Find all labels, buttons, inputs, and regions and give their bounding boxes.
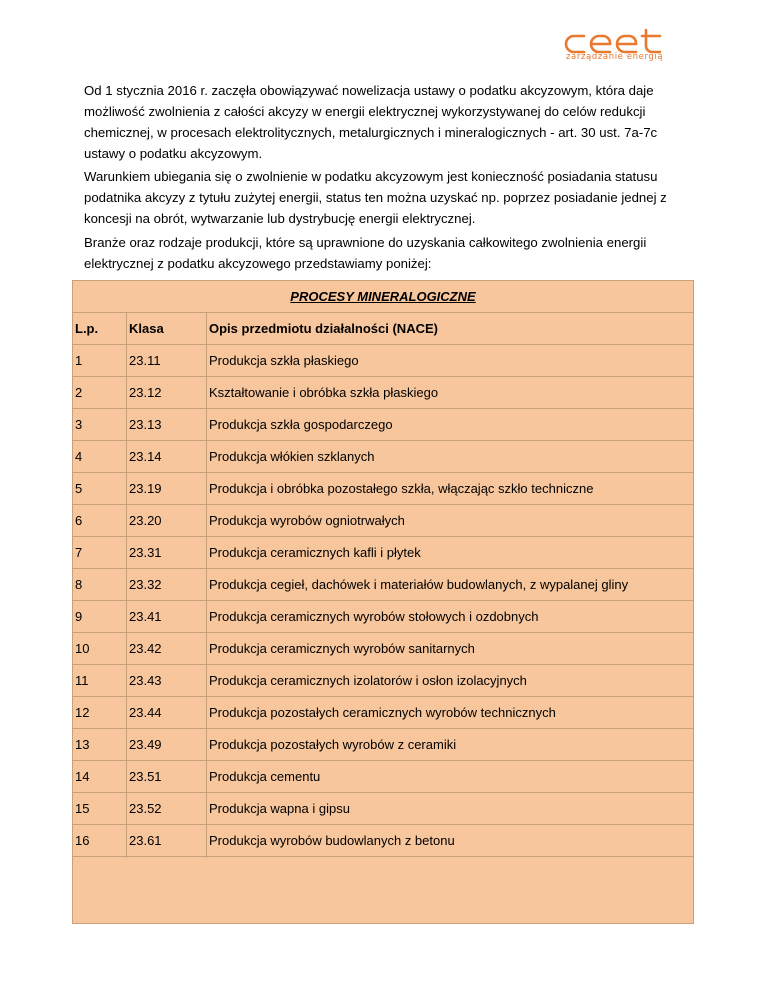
row-klasa: 23.52 bbox=[127, 793, 207, 825]
row-lp: 11 bbox=[73, 665, 127, 697]
row-opis: Produkcja wyrobów ogniotrwałych bbox=[207, 505, 694, 537]
row-lp: 3 bbox=[73, 409, 127, 441]
table-row bbox=[73, 697, 694, 729]
row-klasa: 23.44 bbox=[127, 697, 207, 729]
table-row bbox=[73, 345, 694, 377]
header-klasa: Klasa bbox=[127, 313, 207, 345]
row-lp: 8 bbox=[73, 569, 127, 601]
table-row bbox=[73, 409, 694, 441]
row-lp: 12 bbox=[73, 697, 127, 729]
row-opis: Produkcja ceramicznych wyrobów sanitarnych bbox=[207, 633, 694, 665]
row-lp: 15 bbox=[73, 793, 127, 825]
row-klasa: 23.20 bbox=[127, 505, 207, 537]
table-row bbox=[73, 793, 694, 825]
row-lp: 6 bbox=[73, 505, 127, 537]
table-row bbox=[73, 825, 694, 857]
row-opis: Produkcja i obróbka pozostałego szkła, włączając szkło techniczne bbox=[207, 473, 694, 505]
row-lp: 1 bbox=[73, 345, 127, 377]
table-row bbox=[73, 569, 694, 601]
row-klasa: 23.41 bbox=[127, 601, 207, 633]
table-row bbox=[73, 377, 694, 409]
row-opis: Produkcja wyrobów budowlanych z betonu bbox=[207, 825, 694, 857]
table-row bbox=[73, 505, 694, 537]
row-opis: Produkcja szkła gospodarczego bbox=[207, 409, 694, 441]
row-opis: Produkcja cegieł, dachówek i materiałów budowlanych, z wypalanej gliny bbox=[207, 569, 694, 601]
row-lp: 13 bbox=[73, 729, 127, 761]
header-opis: Opis przedmiotu działalności (NACE) bbox=[207, 313, 694, 345]
row-klasa: 23.31 bbox=[127, 537, 207, 569]
table-row bbox=[73, 441, 694, 473]
row-opis: Produkcja ceramicznych kafli i płytek bbox=[207, 537, 694, 569]
table-row bbox=[73, 633, 694, 665]
logo-tagline: zarządzanie energią bbox=[566, 52, 664, 62]
condition-paragraph: Warunkiem ubiegania się o zwolnienie w podatku akcyzowym jest konieczność posiadania statusu podatnika akcyzy z tytułu zużytej energii, status ten można uzyskać np. poprzez posiadanie jednej z koncesji na obrót, wytwarzanie lub dystrybucję energii elektrycznej. bbox=[84, 169, 667, 226]
header-lp: L.p. bbox=[73, 313, 127, 345]
table-row bbox=[73, 537, 694, 569]
row-opis: Kształtowanie i obróbka szkła płaskiego bbox=[207, 377, 694, 409]
row-opis: Produkcja szkła płaskiego bbox=[207, 345, 694, 377]
row-klasa: 23.19 bbox=[127, 473, 207, 505]
table-row bbox=[73, 601, 694, 633]
row-klasa: 23.13 bbox=[127, 409, 207, 441]
row-opis: Produkcja wapna i gipsu bbox=[207, 793, 694, 825]
table-header-row bbox=[73, 313, 694, 345]
row-klasa: 23.14 bbox=[127, 441, 207, 473]
table-row bbox=[73, 665, 694, 697]
row-opis: Produkcja pozostałych wyrobów z ceramiki bbox=[207, 729, 694, 761]
row-lp: 9 bbox=[73, 601, 127, 633]
ceet-logo bbox=[562, 24, 672, 70]
row-lp: 16 bbox=[73, 825, 127, 857]
row-klasa: 23.42 bbox=[127, 633, 207, 665]
row-lp: 5 bbox=[73, 473, 127, 505]
row-klasa: 23.12 bbox=[127, 377, 207, 409]
row-lp: 10 bbox=[73, 633, 127, 665]
table-row bbox=[73, 473, 694, 505]
row-klasa: 23.49 bbox=[127, 729, 207, 761]
row-opis: Produkcja cementu bbox=[207, 761, 694, 793]
row-lp: 14 bbox=[73, 761, 127, 793]
row-opis: Produkcja włókien szklanych bbox=[207, 441, 694, 473]
row-klasa: 23.43 bbox=[127, 665, 207, 697]
nace-table bbox=[72, 280, 694, 889]
intro-paragraph: Od 1 stycznia 2016 r. zaczęła obowiązywać nowelizacja ustawy o podatku akcyzowym, która daje możliwość zwolnienia z całości akcyzy w energii elektrycznej wykorzystywanej do celów redukcji chemicznej, w procesach elektrolitycznych, metalurgicznych i mineralogicznych - art. 30 ust. 7a-7c ustawy o podatku akcyzowym. bbox=[84, 83, 658, 161]
row-lp: 7 bbox=[73, 537, 127, 569]
row-opis: Produkcja ceramicznych wyrobów stołowych i ozdobnych bbox=[207, 601, 694, 633]
table-intro-paragraph: Branże oraz rodzaje produkcji, które są uprawnione do uzyskania całkowitego zwolnienia energii elektrycznej z podatku akcyzowego przedstawiamy poniżej: bbox=[84, 235, 647, 271]
row-klasa: 23.32 bbox=[127, 569, 207, 601]
row-lp: 2 bbox=[73, 377, 127, 409]
row-klasa: 23.11 bbox=[127, 345, 207, 377]
table-row bbox=[73, 761, 694, 793]
row-lp: 4 bbox=[73, 441, 127, 473]
row-klasa: 23.61 bbox=[127, 825, 207, 857]
row-klasa: 23.51 bbox=[127, 761, 207, 793]
table-row bbox=[73, 729, 694, 761]
row-opis: Produkcja pozostałych ceramicznych wyrobów technicznych bbox=[207, 697, 694, 729]
row-opis: Produkcja ceramicznych izolatorów i osłon izolacyjnych bbox=[207, 665, 694, 697]
table-title: PROCESY MINERALOGICZNE bbox=[73, 281, 694, 313]
table-empty-continuation bbox=[72, 858, 694, 924]
